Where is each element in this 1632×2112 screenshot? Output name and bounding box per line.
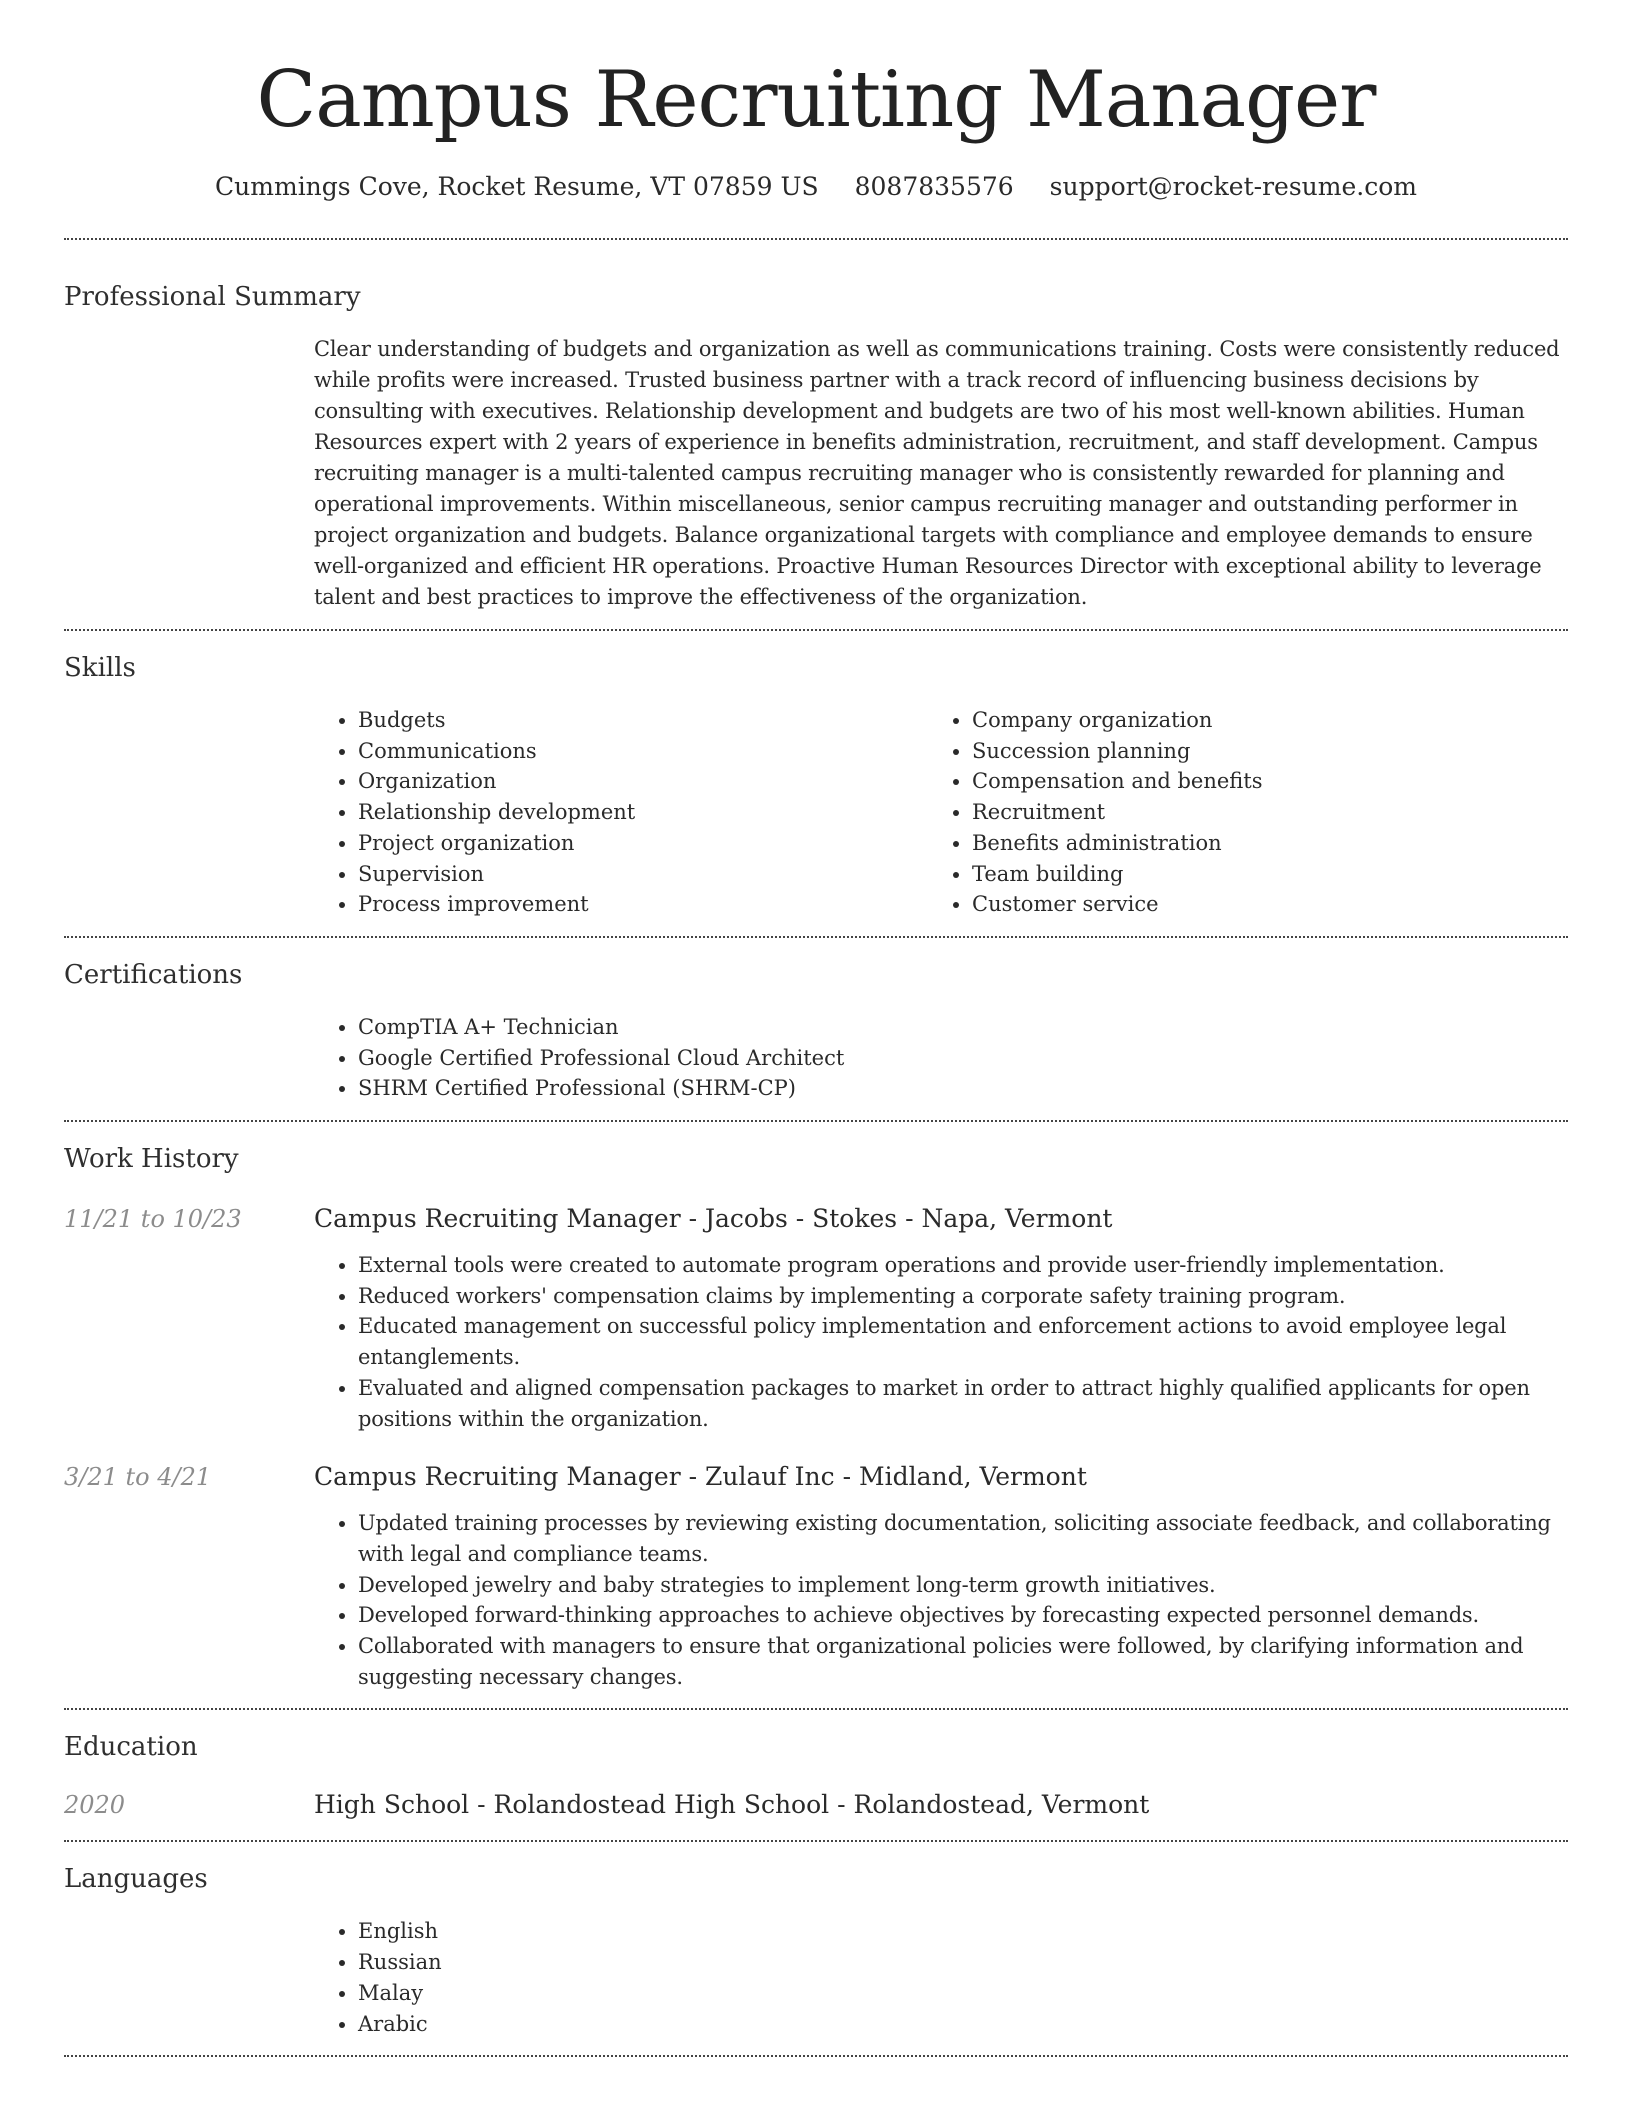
skills-list-left (314, 705, 928, 920)
job-date: 3/21 to 4/21 (64, 1463, 212, 1492)
job-bullet: • Reduced workers' compensation claims by implementing a corporate safety training program. (358, 1281, 1568, 1312)
skills-list-right (928, 705, 1542, 920)
summary-section (64, 240, 1568, 629)
skills-heading: Skills (64, 653, 136, 683)
certifications-section (64, 938, 1568, 1120)
job-date: 11/21 to 10/23 (64, 1205, 242, 1234)
skill-item: • Project organization (358, 828, 928, 859)
language-item: • Arabic (358, 2009, 1568, 2040)
skill-item: • Customer service (972, 889, 1542, 920)
summary-heading: Professional Summary (64, 282, 361, 312)
education-entry (64, 1788, 1568, 1822)
skill-item: • Compensation and benefits (972, 766, 1542, 797)
resume-header (64, 0, 1568, 204)
job-header (64, 1202, 1568, 1236)
contact-email: support@rocket-resume.com (1049, 172, 1417, 201)
job-entry (64, 1460, 1568, 1692)
job-bullet: • Educated management on successful policy implementation and enforcement actions to avoid employee legal entanglements. (358, 1311, 1568, 1372)
skill-item: • Budgets (358, 705, 928, 736)
contact-phone: 8087835576 (854, 172, 1014, 201)
skill-item: • Benefits administration (972, 828, 1542, 859)
job-title: Campus Recruiting Manager - Zulauf Inc - Midland, Vermont (314, 1462, 1087, 1492)
skills-column-right (928, 705, 1542, 920)
job-bullet: • External tools were created to automate program operations and provide user-friendly implementation. (358, 1250, 1568, 1281)
languages-section (64, 1842, 1568, 2055)
job-bullet: • Collaborated with managers to ensure that organizational policies were followed, by clarifying information and suggesting necessary changes. (358, 1631, 1568, 1692)
contact-address: Cummings Cove, Rocket Resume, VT 07859 US (215, 172, 819, 201)
summary-text: Clear understanding of budgets and organization as well as communications training. Costs were consistently reduced while profits were increased. Trusted business partner with a track record of influencing business decisions by consulting with executives. Relationship development and budgets are two of his most well-known abilities. Human Resources expert with 2 years of experience in benefits administration, recruitment, and staff development. Campus recruiting manager is a multi-talented campus recruiting manager who is consistently rewarded for planning and operational improvements. Within miscellaneous, senior campus recruiting manager and outstanding performer in project organization and budgets. Balance organizational targets with compliance and employee demands to ensure well-organized and efficient HR operations. Proactive Human Resources Director with exceptional ability to leverage talent and best practices to improve the effectiveness of the organization. (314, 337, 1560, 609)
certification-item: • Google Certified Professional Cloud Architect (358, 1043, 1568, 1074)
job-title: Campus Recruiting Manager - Jacobs - Stokes - Napa, Vermont (314, 1204, 1113, 1234)
languages-list (314, 1916, 1568, 2039)
skills-column-left (314, 705, 928, 920)
skill-item: • Recruitment (972, 797, 1542, 828)
job-bullets (314, 1250, 1568, 1434)
education-title: High School - Rolandostead High School - Rolandostead, Vermont (314, 1790, 1150, 1820)
certification-item: • SHRM Certified Professional (SHRM-CP) (358, 1073, 1568, 1104)
certifications-heading: Certifications (64, 959, 243, 990)
language-item: • English (358, 1916, 1568, 1947)
skill-item: • Organization (358, 766, 928, 797)
skill-item: • Team building (972, 859, 1542, 890)
job-bullet: • Developed forward-thinking approaches to achieve objectives by forecasting expected personnel demands. (358, 1600, 1568, 1631)
job-bullet: • Developed jewelry and baby strategies to implement long-term growth initiatives. (358, 1570, 1568, 1601)
job-bullet: • Updated training processes by reviewing existing documentation, soliciting associate feedback, and collaborating with legal and compliance teams. (358, 1508, 1568, 1569)
skill-item: • Relationship development (358, 797, 928, 828)
jobs-container (64, 1202, 1568, 1692)
skills-grid (314, 705, 1568, 936)
education-date: 2020 (64, 1791, 126, 1820)
languages-heading: Languages (64, 1864, 208, 1895)
job-bullet-list (314, 1508, 1568, 1692)
language-item: • Malay (358, 1978, 1568, 2009)
certifications-list (314, 1012, 1568, 1104)
candidate-name: Campus Recruiting Manager (256, 55, 1376, 145)
work-history-heading: Work History (64, 1144, 239, 1175)
skill-item: • Communications (358, 736, 928, 767)
language-item: • Russian (358, 1947, 1568, 1978)
job-header (64, 1460, 1568, 1494)
contact-line (64, 170, 1568, 204)
job-entry (64, 1202, 1568, 1434)
job-bullet: • Evaluated and aligned compensation packages to market in order to attract highly qualified applicants for open positions within the organization. (358, 1373, 1568, 1434)
skill-item: • Succession planning (972, 736, 1542, 767)
certification-item: • CompTIA A+ Technician (358, 1012, 1568, 1043)
education-section (64, 1710, 1568, 1840)
skills-section (64, 631, 1568, 936)
skill-item: • Company organization (972, 705, 1542, 736)
skill-item: • Process improvement (358, 889, 928, 920)
work-history-section (64, 1122, 1568, 1708)
skill-item: • Supervision (358, 859, 928, 890)
education-heading: Education (64, 1732, 198, 1763)
languages-list-wrap (314, 1916, 1568, 2055)
job-bullet-list (314, 1250, 1568, 1434)
job-bullets (314, 1508, 1568, 1692)
certifications-list-wrap (314, 1012, 1568, 1120)
section-divider (64, 2055, 1568, 2057)
